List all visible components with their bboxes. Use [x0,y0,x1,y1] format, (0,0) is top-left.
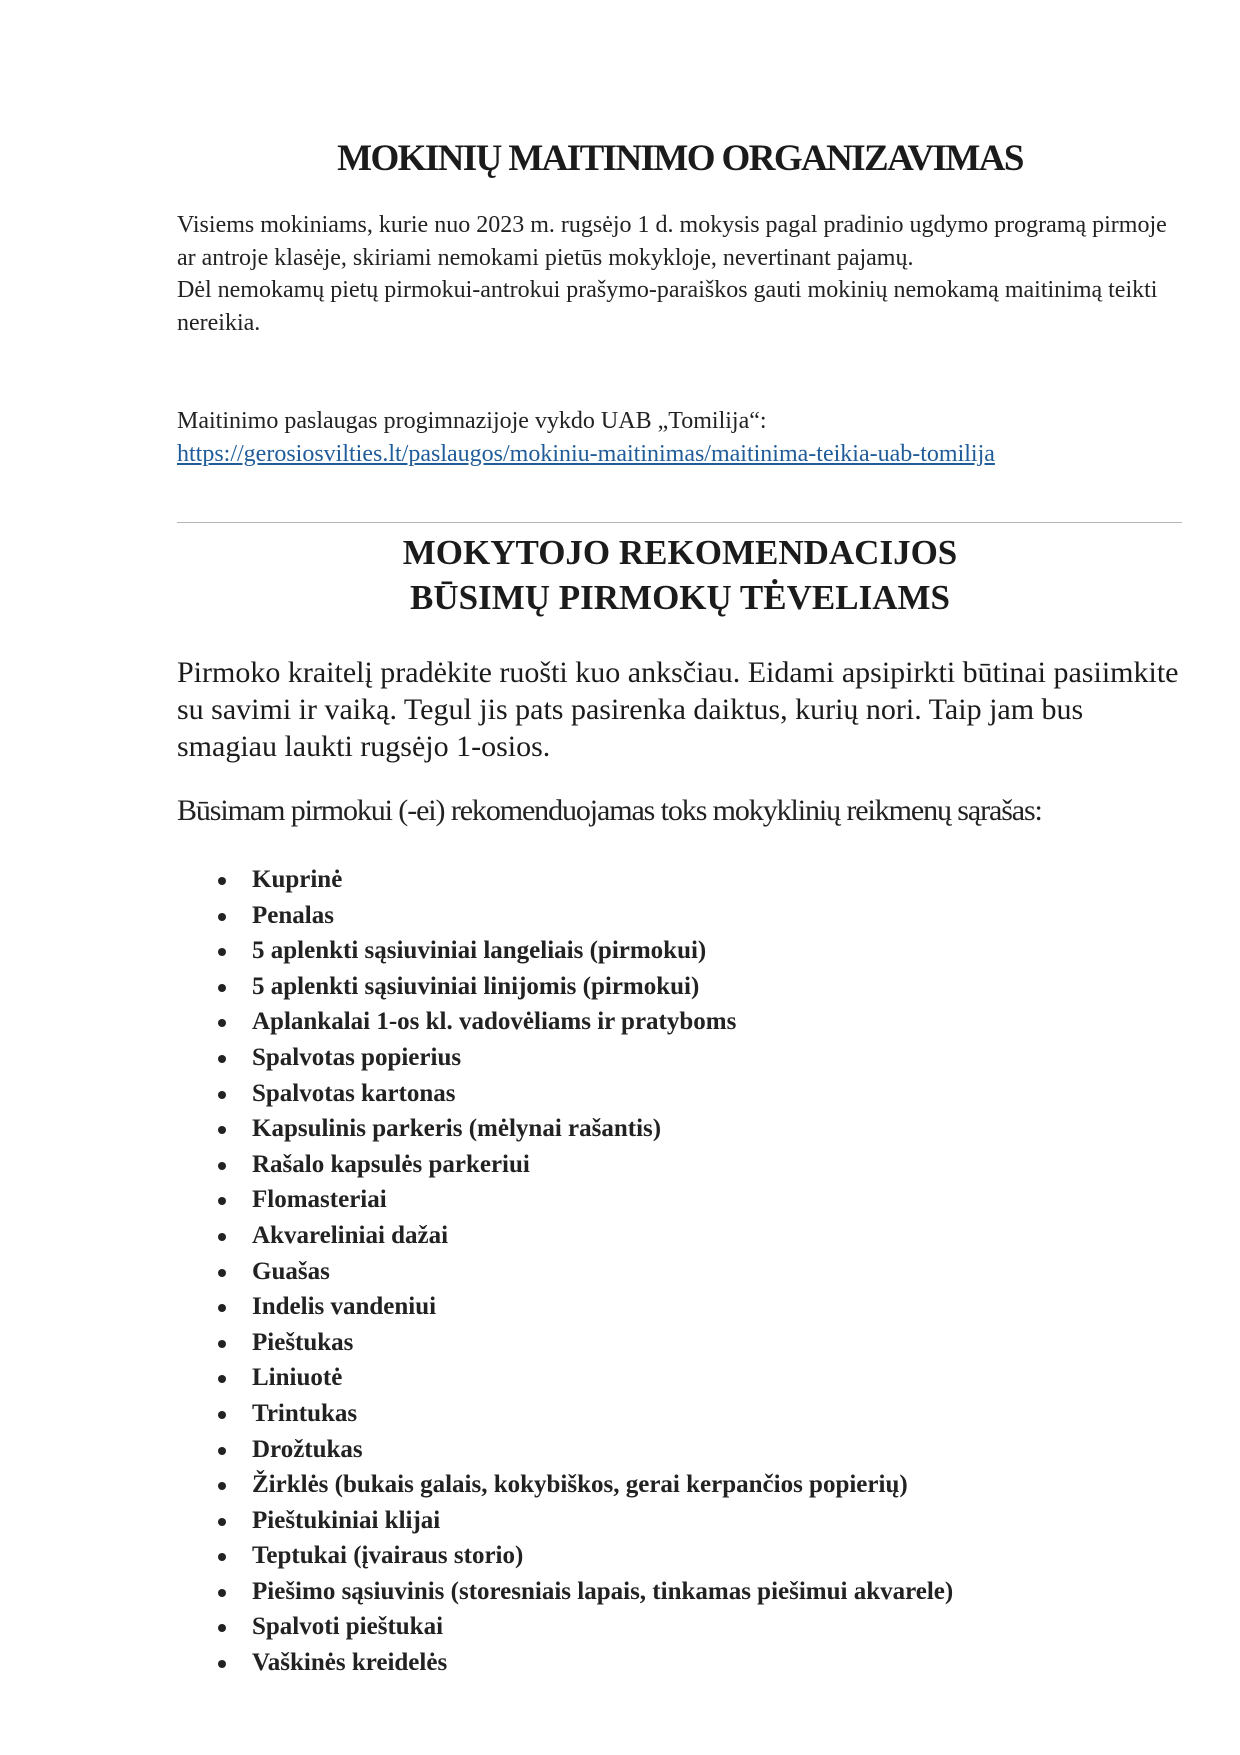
supply-list-item: Piešimo sąsiuvinis (storesniais lapais, tinkamas piešimui akvarele) [212,1574,953,1610]
meal-provider-block [177,405,1217,470]
supply-list-item: Spalvoti pieštukai [212,1609,953,1645]
supply-list-item: Pieštukas [212,1325,953,1361]
recommendation-lead-paragraph: Pirmoko kraitelį pradėkite ruošti kuo anksčiau. Eidami apsipirkti būtinai pasiimkite su savimi ir vaiką. Tegul jis pats pasirenka daiktus, kurių nori. Taip jam bus smagiau laukti rugsėjo 1-osios. [177,656,1179,763]
supply-list-item: Teptukai (įvairaus storio) [212,1538,953,1574]
meal-info-text [177,209,1187,339]
no-application-paragraph: Dėl nemokamų pietų pirmokui-antrokui prašymo-paraiškos gauti mokinių nemokamą maitinimą teikti nereikia. [177,277,1158,336]
supply-list-item: Kuprinė [212,862,953,898]
supply-list-item: 5 aplenkti sąsiuviniai linijomis (pirmokui) [212,969,953,1005]
supply-list-item: Spalvotas kartonas [212,1076,953,1112]
meal-organization-title: MOKINIŲ MAITINIMO ORGANIZAVIMAS [337,138,1023,179]
supply-list-item: Spalvotas popierius [212,1040,953,1076]
supply-list-item: Guašas [212,1254,953,1290]
supply-list-item: Aplankalai 1-os kl. vadovėliams ir pratyboms [212,1004,953,1040]
supply-list-item: Trintukas [212,1396,953,1432]
supply-list-item: Liniuotė [212,1360,953,1396]
supply-list-item: Pieštukiniai klijai [212,1503,953,1539]
supply-list-item: Rašalo kapsulės parkeriui [212,1147,953,1183]
supply-list-item: Drožtukas [212,1432,953,1468]
supply-list-item: Vaškinės kreidelės [212,1645,953,1681]
supply-list-item: Žirklės (bukais galais, kokybiškos, gerai kerpančios popierių) [212,1467,953,1503]
teacher-recommendations-title [175,530,1185,620]
supply-list-intro: Būsimam pirmokui (-ei) rekomenduojamas toks mokyklinių reikmenų sąrašas: [177,794,1042,827]
school-supplies-list [212,862,953,1681]
supply-list-item: Flomasteriai [212,1182,953,1218]
supply-list-item: Kapsulinis parkeris (mėlynai rašantis) [212,1111,953,1147]
meal-provider-text: Maitinimo paslaugas progimnazijoje vykdo UAB „Tomilija“: [177,408,767,434]
supply-list-item: Penalas [212,898,953,934]
meal-provider-link-line [177,438,1217,471]
title-line-2: BŪSIMŲ PIRMOKŲ TĖVELIAMS [410,578,950,617]
supply-list-item: Indelis vandeniui [212,1289,953,1325]
title-line-1: MOKYTOJO REKOMENDACIJOS [402,533,958,572]
section-divider [177,522,1182,523]
meal-provider-link[interactable]: https://gerosiosvilties.lt/paslaugos/mokiniu-maitinimas/maitinima-teikia-uab-tomilija [177,440,995,467]
free-lunch-paragraph: Visiems mokiniams, kurie nuo 2023 m. rugsėjo 1 d. mokysis pagal pradinio ugdymo programą pirmoje ar antroje klasėje, skiriami nemokami pietūs mokykloje, nevertinant pajamų. [177,212,1167,271]
supply-list-item: Akvareliniai dažai [212,1218,953,1254]
supply-list-item: 5 aplenkti sąsiuviniai langeliais (pirmokui) [212,933,953,969]
